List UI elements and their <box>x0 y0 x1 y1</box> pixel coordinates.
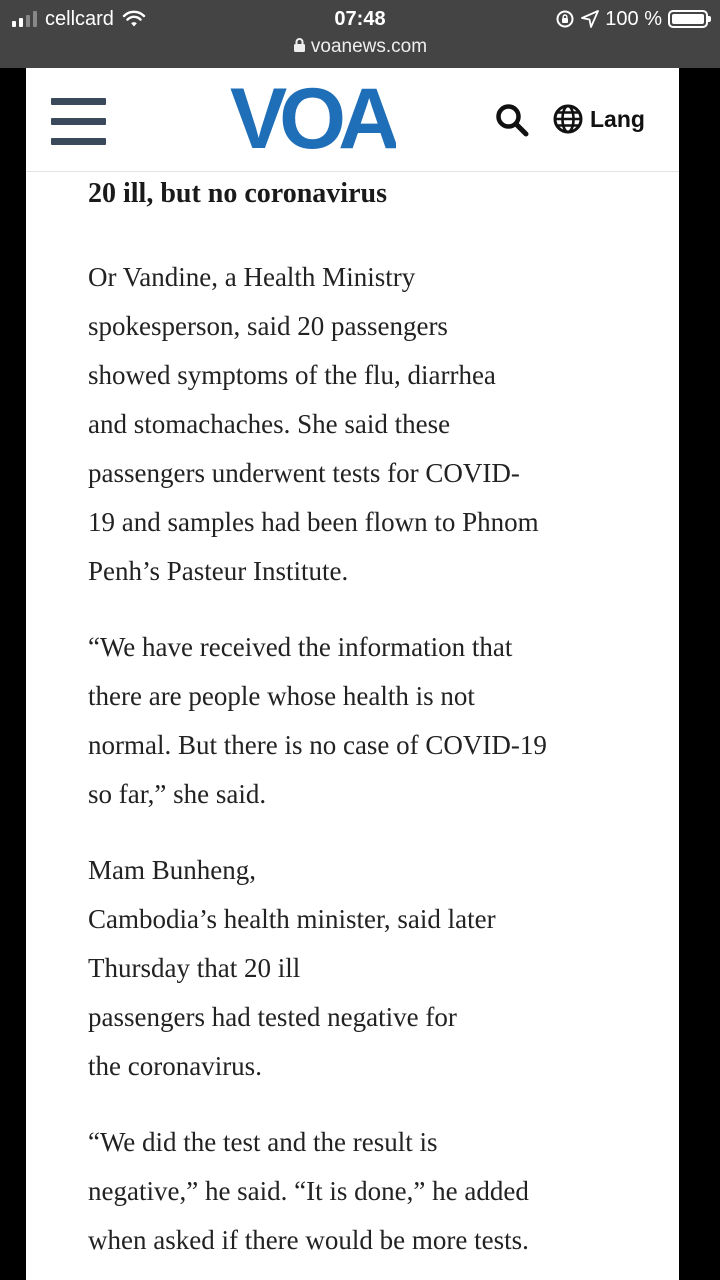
location-icon <box>581 10 599 28</box>
paragraph <box>88 623 648 819</box>
status-right <box>555 6 708 32</box>
lang-label: Lang <box>590 105 645 132</box>
text-line: “We did the test and the result is <box>88 1127 438 1157</box>
text-line: when asked if there would be more tests. <box>88 1225 529 1255</box>
text-line: so far,” she said. <box>88 779 267 809</box>
url-text: voanews.com <box>310 36 428 57</box>
clock: 07:48 <box>334 8 386 30</box>
voa-logo[interactable] <box>226 86 396 154</box>
rotation-lock-icon <box>555 9 575 29</box>
language-button[interactable] <box>553 104 645 134</box>
text-line: normal. But there is no case of COVID-19 <box>88 730 547 760</box>
lock-icon <box>293 37 306 53</box>
text-line: Or Vandine, a Health Ministry <box>88 262 416 292</box>
status-bar <box>0 0 720 68</box>
text-line: Cambodia’s health minister, said later <box>88 904 496 934</box>
url-bar[interactable] <box>0 35 720 59</box>
article-subheading: 20 ill, but no coronavirus <box>88 178 387 209</box>
text-line: “We have received the information that <box>88 632 513 662</box>
text-line: and stomachaches. She said these <box>88 409 451 439</box>
paragraph <box>88 1118 648 1265</box>
text-line: Penh’s Pasteur Institute. <box>88 556 349 586</box>
text-line: there are people whose health is not <box>88 681 475 711</box>
text-line: Mam Bunheng, <box>88 855 256 885</box>
text-line: spokesperson, said 20 passengers <box>88 311 448 341</box>
carrier-label: cellcard <box>45 7 114 30</box>
site-header <box>26 68 679 172</box>
text-line: passengers underwent tests for COVID- <box>88 458 520 488</box>
text-line: showed symptoms of the flu, diarrhea <box>88 360 496 390</box>
web-page <box>26 68 679 1280</box>
menu-icon[interactable] <box>51 98 106 146</box>
text-line: passengers had tested negative for <box>88 1002 457 1032</box>
globe-icon <box>553 104 583 134</box>
text-line: negative,” he said. “It is done,” he added <box>88 1176 529 1206</box>
battery-percent: 100 % <box>605 7 662 30</box>
text-line: Thursday that 20 ill <box>88 953 301 983</box>
battery-icon <box>668 10 708 28</box>
article-body <box>88 172 648 1265</box>
text-line: the coronavirus. <box>88 1051 262 1081</box>
text-line: 19 and samples had been flown to Phnom <box>88 507 539 537</box>
search-icon[interactable] <box>495 103 529 137</box>
logo-text: VOA <box>229 86 393 154</box>
paragraph <box>88 846 648 1091</box>
paragraph <box>88 253 648 596</box>
